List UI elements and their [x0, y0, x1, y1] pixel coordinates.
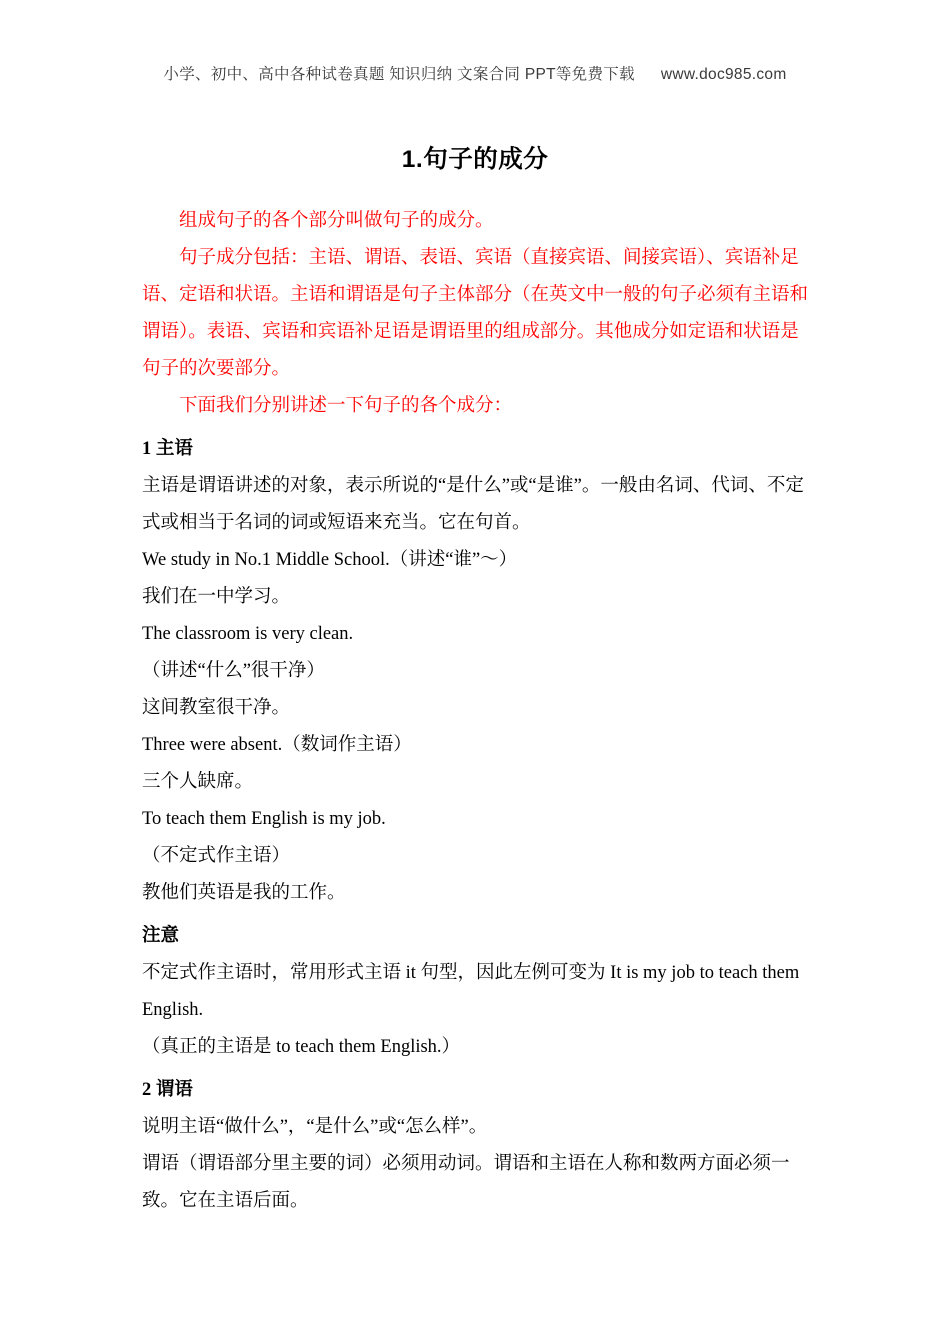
- section-subject-line-2: We study in No.1 Middle School.（讲述“谁”～）: [142, 550, 518, 570]
- section-subject-line-6: 这间教室很干净。: [142, 698, 291, 718]
- section-subject-line-9: To teach them English is my job.: [142, 809, 386, 829]
- section-predicate-line-1: 说明主语“做什么”，“是什么”或“怎么样”。: [142, 1117, 488, 1137]
- intro-paragraph-1: 组成句子的各个部分叫做句子的成分。: [179, 211, 494, 231]
- section-heading-note: 注意: [142, 926, 180, 946]
- section-note-line-2: （真正的主语是 to teach them English.）: [142, 1037, 461, 1057]
- section-subject-line-1: 主语是谓语讲述的对象，表示所说的“是什么”或“是谁”。一般由名词、代词、不定式或相当于名词的词或短语来充当。它在句首。: [142, 476, 804, 533]
- section-predicate-line-2: 谓语（谓语部分里主要的词）必须用动词。谓语和主语在人称和数两方面必须一致。它在主语后面。: [142, 1154, 790, 1211]
- section-note-line-1: 不定式作主语时，常用形式主语 it 句型，因此左例可变为 It is my job to teach them English.: [142, 963, 800, 1020]
- section-subject-line-4: The classroom is very clean.: [142, 624, 354, 644]
- section-subject-line-11: 教他们英语是我的工作。: [142, 883, 346, 903]
- header-promo-text: 小学、初中、高中各种试卷真题 知识归纳 文案合同 PPT等免费下载: [163, 66, 635, 83]
- document-content: [142, 140, 808, 1220]
- page-title: 1.句子的成分: [401, 146, 549, 173]
- intro-paragraph-3: 下面我们分别讲述一下句子的各个成分：: [179, 396, 513, 416]
- section-heading-predicate: 2 谓语: [142, 1080, 193, 1100]
- section-subject-line-5: （讲述“什么”很干净）: [142, 661, 325, 681]
- section-subject-line-10: （不定式作主语）: [142, 846, 291, 866]
- intro-paragraph-2: 句子成分包括：主语、谓语、表语、宾语（直接宾语、间接宾语）、宾语补足语、定语和状语。主语和谓语是句子主体部分（在英文中一般的句子必须有主语和谓语）。表语、宾语和宾语补足语是谓语里的组成部分。其他成分如定语和状语是句子的次要部分。: [142, 248, 809, 379]
- section-subject-line-7: Three were absent.（数词作主语）: [142, 735, 412, 755]
- page-header: [0, 62, 950, 84]
- section-subject-line-8: 三个人缺席。: [142, 772, 254, 792]
- section-heading-subject: 1 主语: [142, 439, 193, 459]
- header-site-url: www.doc985.com: [660, 66, 787, 83]
- section-subject-line-3: 我们在一中学习。: [142, 587, 291, 607]
